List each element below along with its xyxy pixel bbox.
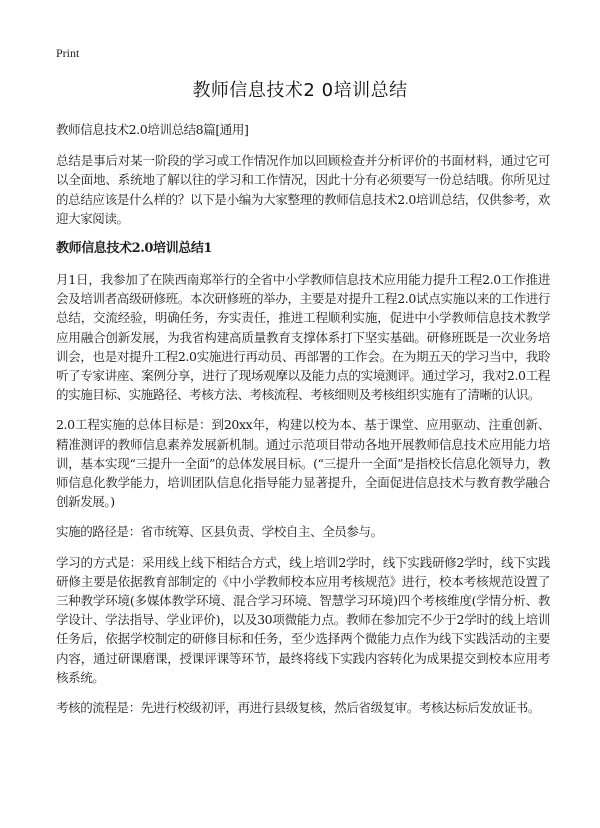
document-title: 教师信息技术2 0培训总结 (192, 80, 408, 101)
body-paragraph: 月1日，我参加了在陕西南郑举行的全省中小学教师信息技术应用能力提升工程2.0工作推进会及培训者高级研修班。本次研修班的举办，主要是对提升工程2.0试点实施以来的工作进行总结，交流经验，明确任务，夯实责任，推进工程顺利实施，促进中小学教师信息技术教学应用融合创新发展，为我省构建高质量教育支撑体系打下坚实基础。研修班既是一次业务培训会，也是对提升工程2.0实施进行再动员、再部署的工作会。在为期五天的学习当中，我聆听了专家讲座、案例分享，进行了现场观摩以及能力点的实境测评。通过学习，我对2.0工程的实施目标、实施路径、考核方法、考核流程、考核细则及考核组织实施有了清晰的认识。 (56, 272, 550, 403)
body-paragraph: 2.0工程实施的总体目标是：到20xx年，构建以校为本、基于课堂、应用驱动、注重创新、精准测评的教师信息素养发展新机制。通过示范项目带动各地开展教师信息技术应用能力培训，基本实现“三提升一全面”的总体发展目标。(“三提升一全面”是指校长信息化领导力，教师信息化教学能力，培训团队信息化指导能力显著提升，全面促进信息技术与教育教学融合创新发展。) (56, 417, 550, 510)
document-body (56, 120, 550, 728)
section-heading: 教师信息技术2.0培训总结1 (56, 241, 213, 257)
body-paragraph: 考核的流程是：先进行校级初评，再进行县级复核，然后省级复审。考核达标后发放证书。 (56, 700, 541, 716)
print-link[interactable]: Print (56, 46, 80, 60)
document-subtitle: 教师信息技术2.0培训总结8篇[通用] (56, 122, 249, 137)
body-paragraph: 实施的路径是：省市统筹、区县负责、学校自主、全员参与。 (56, 524, 383, 540)
body-paragraph: 学习的方式是：采用线上线下相结合方式，线上培训2学时，线下实践研修2学时，线下实践研修主要是依据教育部制定的《中小学教师校本应用考核规范》进行，校本考核规范设置了三种教学环境(多媒体教学环境、混合学习环境、智慧学习环境)四个考核维度(学情分析、教学设计、学法指导、学业评价)，以及30项微能力点。教师在参加完不少于2学时的线上培训任务后，依据学校制定的研修目标和任务，至少选择两个微能力点作为线下实践活动的主要内容，通过研课磨课，授课评课等环节，最终将线下实践内容转化为成果提交到校本应用考核系统。 (56, 554, 550, 685)
intro-paragraph: 总结是事后对某一阶段的学习或工作情况作加以回顾检查并分析评价的书面材料，通过它可以全面地、系统地了解以往的学习和工作情况，因此十分有必须要写一份总结哦。你所见过的总结应该是什么样的？以下是小编为大家整理的教师信息技术2.0培训总结，仅供参考，欢迎大家阅读。 (56, 153, 550, 226)
